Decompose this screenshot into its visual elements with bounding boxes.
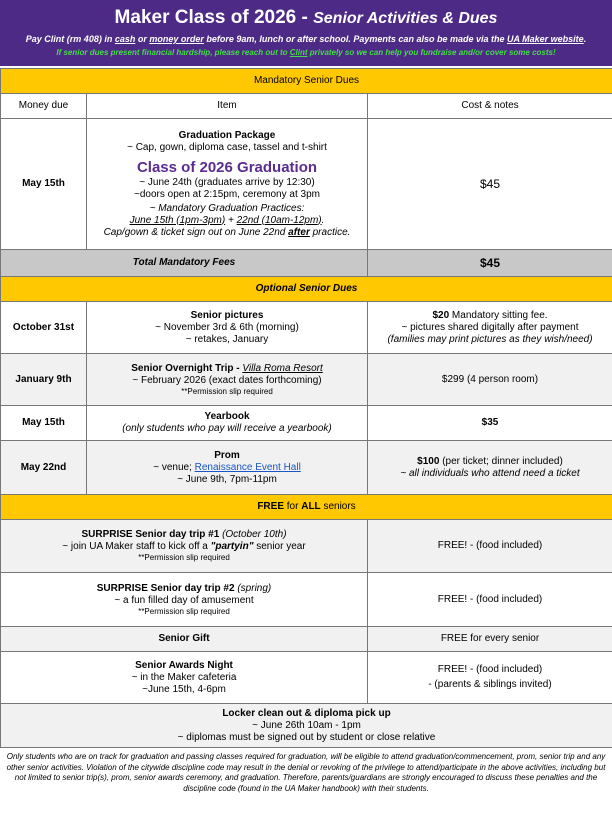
senior-pictures-price: $20	[432, 309, 450, 321]
trip2-title: SURPRISE Senior day trip #2	[96, 582, 238, 594]
locker-date: ~ June 26th 10am - 1pm	[252, 719, 361, 731]
yearbook-item	[87, 406, 368, 441]
prom-date: ~ June 9th, 7pm-11pm	[177, 473, 277, 485]
graduation-row	[1, 119, 612, 250]
locker-title: Locker clean out & diploma pick up	[222, 707, 391, 719]
senior-pictures-note-2: (families may print pictures as they wish/need)	[387, 333, 593, 345]
awards-item	[1, 652, 368, 704]
dues-table	[0, 68, 612, 748]
yearbook-row	[1, 406, 612, 441]
free-all: ALL	[301, 501, 321, 512]
section-title-mandatory: Mandatory Senior Dues	[1, 69, 612, 94]
overnight-trip-permission: **Permission slip required	[181, 386, 273, 396]
total-mandatory-value: $45	[368, 250, 612, 277]
practice-plus: +	[225, 214, 237, 226]
trip2-row	[1, 573, 612, 627]
awards-title: Senior Awards Night	[135, 659, 233, 671]
senior-pictures-dates: ~ November 3rd & 6th (morning)	[155, 321, 299, 333]
graduation-due: May 15th	[1, 119, 87, 250]
prom-item	[87, 441, 368, 495]
pay-money-order: money order	[149, 34, 204, 44]
graduation-package-items: ~ Cap, gown, diploma case, tassel and t-shirt	[127, 141, 327, 153]
locker-note: ~ diplomas must be signed out by student or close relative	[177, 731, 436, 743]
prom-price-note: (per ticket; dinner included)	[439, 455, 563, 467]
trip1-item	[1, 520, 368, 573]
locker-row	[1, 704, 612, 748]
practice-end: .	[321, 214, 325, 226]
awards-cost-2: - (parents & siblings invited)	[428, 679, 552, 690]
yearbook-due: May 15th	[1, 406, 87, 441]
graduation-ceremony-title: Class of 2026 Graduation	[136, 158, 318, 176]
title-text: Maker Class of 2026 -	[114, 7, 314, 28]
villa-roma-link[interactable]: Villa Roma Resort	[242, 362, 323, 374]
graduation-practices: ~ Mandatory Graduation Practices:	[149, 202, 305, 214]
practice-date-1: June 15th (1pm-3pm)	[129, 214, 226, 226]
senior-pictures-row	[1, 302, 612, 354]
overnight-trip-dates: ~ February 2026 (exact dates forthcoming)	[132, 374, 322, 386]
senior-pictures-title: Senior pictures	[190, 309, 264, 321]
senior-pictures-retakes: ~ retakes, January	[185, 333, 269, 345]
senior-pictures-fee-note: Mandatory sitting fee.	[449, 309, 548, 321]
column-header-cost: Cost & notes	[368, 94, 612, 119]
page-header	[0, 0, 612, 66]
awards-date: ~June 15th, 4-6pm	[142, 683, 226, 695]
section-title-optional: Optional Senior Dues	[1, 277, 612, 302]
renaissance-event-hall-link[interactable]: Renaissance Event Hall	[194, 461, 301, 473]
practice-date-2: 22nd (10am-12pm)	[236, 214, 322, 226]
overnight-trip-due: January 9th	[1, 354, 87, 406]
section-header-mandatory	[1, 69, 612, 94]
trip2-permission: **Permission slip required	[138, 606, 230, 616]
hardship-note	[0, 47, 612, 59]
signout-after: after	[288, 226, 310, 238]
senior-pictures-due: October 31st	[1, 302, 87, 354]
section-header-free	[1, 495, 612, 520]
yearbook-title: Yearbook	[204, 411, 250, 422]
graduation-signout	[91, 227, 363, 239]
senior-pictures-cost	[368, 302, 612, 354]
pay-end: .	[583, 34, 587, 44]
section-header-optional	[1, 277, 612, 302]
overnight-trip-cost: $299 (4 person room)	[368, 354, 612, 406]
awards-row	[1, 652, 612, 704]
graduation-practice-dates	[91, 215, 363, 227]
gift-row	[1, 627, 612, 652]
ua-maker-website-link[interactable]: UA Maker website	[506, 34, 584, 44]
section-title-free	[1, 495, 612, 520]
yearbook-note: (only students who pay will receive a yearbook)	[122, 423, 332, 434]
gift-title: Senior Gift	[1, 627, 368, 652]
hardship-text-2: privately so we can help you fundraise and/or cover some costs!	[307, 48, 556, 57]
hardship-clint: Clint	[289, 48, 308, 57]
free-seniors: seniors	[320, 501, 356, 512]
locker-item	[1, 704, 612, 748]
trip1-row	[1, 520, 612, 573]
trip1-desc-partyin: "partyin"	[210, 541, 254, 552]
graduation-item	[87, 119, 368, 250]
prom-ticket-note: ~ all individuals who attend need a ticket	[400, 467, 580, 479]
graduation-package-title: Graduation Package	[178, 129, 276, 141]
pay-cash: cash	[114, 34, 136, 44]
pay-text-2: before 9am, lunch or after school. Payments can also be made via the	[203, 34, 507, 44]
free-word: FREE	[257, 501, 284, 512]
prom-price: $100	[417, 455, 440, 467]
prom-cost	[368, 441, 612, 495]
trip2-season: (spring)	[237, 582, 272, 594]
page-title	[0, 0, 612, 30]
overnight-trip-row	[1, 354, 612, 406]
total-mandatory-label: Total Mandatory Fees	[1, 250, 368, 277]
column-header-money-due: Money due	[1, 94, 87, 119]
graduation-cost: $45	[368, 119, 612, 250]
trip1-title: SURPRISE Senior day trip #1	[81, 529, 223, 540]
awards-cost	[368, 652, 612, 704]
signout-text-1: Cap/gown & ticket sign out on June 22nd	[103, 226, 289, 238]
trip1-date: (October 10th)	[222, 529, 287, 540]
yearbook-cost: $35	[368, 406, 612, 441]
trip1-desc-a: ~ join UA Maker staff to kick off a	[62, 541, 211, 552]
total-mandatory-row	[1, 250, 612, 277]
column-header-row	[1, 94, 612, 119]
title-subtitle: Senior Activities & Dues	[313, 10, 498, 27]
graduation-date: ~ June 24th (graduates arrive by 12:30)	[139, 176, 315, 188]
trip2-item	[1, 573, 368, 627]
awards-location: ~ in the Maker cafeteria	[131, 671, 237, 683]
prom-venue-label: ~ venue;	[153, 461, 195, 473]
prom-row	[1, 441, 612, 495]
column-header-item: Item	[87, 94, 368, 119]
graduation-doors: ~doors open at 2:15pm, ceremony at 3pm	[134, 188, 320, 200]
overnight-trip-item	[87, 354, 368, 406]
trip1-permission: **Permission slip required	[138, 553, 230, 562]
signout-text-2: practice.	[309, 226, 351, 238]
prom-title: Prom	[214, 449, 240, 461]
trip1-cost: FREE! - (food included)	[368, 520, 612, 573]
trip1-desc-c: senior year	[253, 541, 306, 552]
pay-or: or	[135, 34, 150, 44]
free-for: for	[283, 501, 302, 512]
awards-cost-1: FREE! - (food included)	[437, 664, 543, 675]
eligibility-disclaimer: Only students who are on track for graduation and passing classes required for graduation, will be eligible to attend graduation/commencement, prom, senior trip and any other senior activities. Violation of the citywide discipline code may result in the denial or revoking of the privilege to attend/participate in the above activities, including but not limited to senior trip(s), prom, senior awards ceremony, and graduation. Therefore, parents/guardians are strongly encouraged to discuss these penalties and the discipline code (found in the UA Maker handbook) with their students.	[6, 752, 606, 793]
payment-instructions	[0, 33, 612, 45]
overnight-trip-title: Senior Overnight Trip -	[131, 362, 243, 374]
prom-due: May 22nd	[1, 441, 87, 495]
senior-pictures-item	[87, 302, 368, 354]
pay-text-1: Pay Clint (rm 408) in	[25, 34, 115, 44]
gift-cost: FREE for every senior	[368, 627, 612, 652]
senior-pictures-note-1: ~ pictures shared digitally after payment	[401, 321, 579, 333]
hardship-text-1: If senior dues present financial hardship, please reach out to	[56, 48, 290, 57]
trip2-cost: FREE! - (food included)	[368, 573, 612, 627]
trip2-desc: ~ a fun filled day of amusement	[114, 594, 254, 606]
